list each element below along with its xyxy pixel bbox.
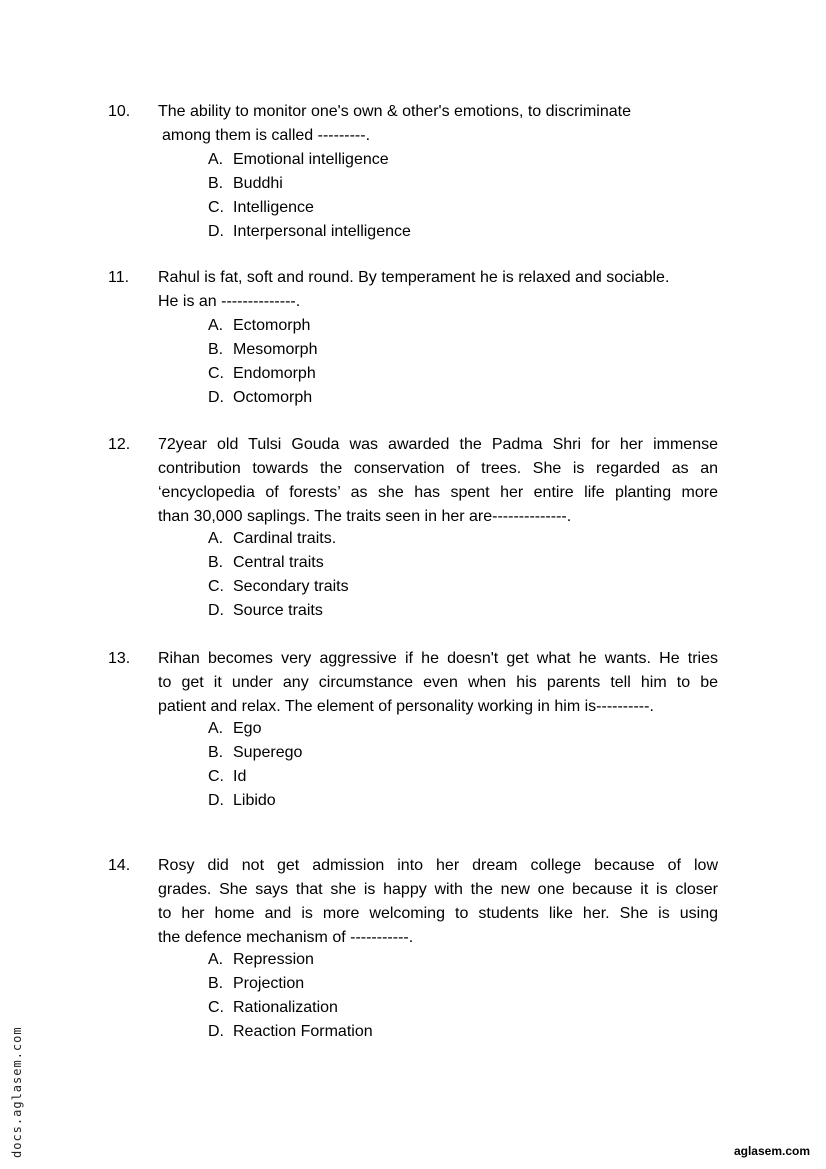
- question-number: 12.: [108, 436, 131, 453]
- option-text: Superego: [233, 744, 303, 761]
- option-text: Id: [233, 768, 247, 785]
- option-letter: C.: [208, 578, 224, 595]
- option-d: [208, 789, 302, 813]
- option-b: [208, 972, 373, 996]
- option-letter: A.: [208, 317, 224, 334]
- question-line: Rosy did not get admission into her dream college because of low: [158, 857, 718, 874]
- question-line: patient and relax. The element of personality working in him is----------.: [158, 698, 654, 715]
- option-b: [208, 172, 411, 196]
- option-text: Cardinal traits.: [233, 530, 337, 547]
- option-text: Reaction Formation: [233, 1023, 373, 1040]
- option-text: Source traits: [233, 602, 323, 619]
- option-text: Secondary traits: [233, 578, 349, 595]
- option-text: Rationalization: [233, 999, 338, 1016]
- option-d: [208, 599, 349, 623]
- question-line: Rahul is fat, soft and round. By temperament he is relaxed and sociable.: [158, 269, 670, 286]
- option-letter: A.: [208, 720, 224, 737]
- option-letter: A.: [208, 530, 224, 547]
- option-letter: A.: [208, 951, 224, 968]
- option-letter: C.: [208, 365, 224, 382]
- options-list: [208, 148, 411, 244]
- question-text: [158, 647, 718, 719]
- option-d: [208, 1020, 373, 1044]
- option-letter: B.: [208, 975, 224, 992]
- question-number: 10.: [108, 103, 131, 120]
- option-text: Endomorph: [233, 365, 316, 382]
- option-text: Repression: [233, 951, 314, 968]
- option-letter: C.: [208, 999, 224, 1016]
- option-b: [208, 338, 317, 362]
- option-text: Central traits: [233, 554, 324, 571]
- question-line: to get it under any circumstance even when his parents tell him to be: [158, 674, 718, 691]
- option-letter: B.: [208, 341, 224, 358]
- option-a: [208, 148, 411, 172]
- option-b: [208, 551, 349, 575]
- question-line: 72year old Tulsi Gouda was awarded the Padma Shri for her immense: [158, 436, 718, 453]
- option-letter: D.: [208, 1023, 224, 1040]
- question-line: than 30,000 saplings. The traits seen in her are--------------.: [158, 508, 572, 525]
- option-letter: D.: [208, 389, 224, 406]
- option-letter: D.: [208, 792, 224, 809]
- option-a: [208, 948, 373, 972]
- option-text: Ectomorph: [233, 317, 311, 334]
- option-letter: B.: [208, 554, 224, 571]
- options-list: [208, 314, 317, 410]
- question-line: He is an --------------.: [158, 293, 301, 310]
- option-letter: D.: [208, 223, 224, 240]
- options-list: [208, 948, 373, 1044]
- option-d: [208, 386, 317, 410]
- option-a: [208, 717, 302, 741]
- option-c: [208, 362, 317, 386]
- option-text: Buddhi: [233, 175, 283, 192]
- question-line: ‘encyclopedia of forests’ as she has spent her entire life planting more: [158, 484, 718, 501]
- question-line: among them is called ---------.: [162, 127, 371, 144]
- option-c: [208, 575, 349, 599]
- option-letter: C.: [208, 768, 224, 785]
- corner-watermark: aglasem.com: [733, 1144, 810, 1158]
- option-c: [208, 765, 302, 789]
- question-line: the defence mechanism of -----------.: [158, 929, 414, 946]
- options-list: [208, 717, 302, 813]
- side-watermark: docs.aglasem.com: [10, 1026, 24, 1158]
- question-number: 13.: [108, 650, 131, 667]
- question-number: 14.: [108, 857, 131, 874]
- option-a: [208, 527, 349, 551]
- option-text: Octomorph: [233, 389, 313, 406]
- option-text: Intelligence: [233, 199, 314, 216]
- question-line: to her home and is more welcoming to students like her. She is using: [158, 905, 718, 922]
- question-text: [158, 854, 718, 950]
- options-list: [208, 527, 349, 623]
- option-text: Emotional intelligence: [233, 151, 389, 168]
- question-line: grades. She says that she is happy with the new one because it is closer: [158, 881, 718, 898]
- option-text: Libido: [233, 792, 276, 809]
- option-text: Projection: [233, 975, 305, 992]
- option-c: [208, 996, 373, 1020]
- option-b: [208, 741, 302, 765]
- option-letter: B.: [208, 175, 224, 192]
- question-line: The ability to monitor one's own & other's emotions, to discriminate: [158, 103, 631, 120]
- option-d: [208, 220, 411, 244]
- question-text: [158, 433, 718, 529]
- question-line: contribution towards the conservation of trees. She is regarded as an: [158, 460, 718, 477]
- question-text: [158, 100, 718, 148]
- option-text: Mesomorph: [233, 341, 318, 358]
- option-letter: C.: [208, 199, 224, 216]
- option-c: [208, 196, 411, 220]
- option-a: [208, 314, 317, 338]
- option-letter: D.: [208, 602, 224, 619]
- option-text: Interpersonal intelligence: [233, 223, 411, 240]
- option-text: Ego: [233, 720, 262, 737]
- option-letter: B.: [208, 744, 224, 761]
- question-text: [158, 266, 718, 314]
- option-letter: A.: [208, 151, 224, 168]
- question-number: 11.: [108, 269, 130, 286]
- question-line: Rihan becomes very aggressive if he doesn't get what he wants. He tries: [158, 650, 718, 667]
